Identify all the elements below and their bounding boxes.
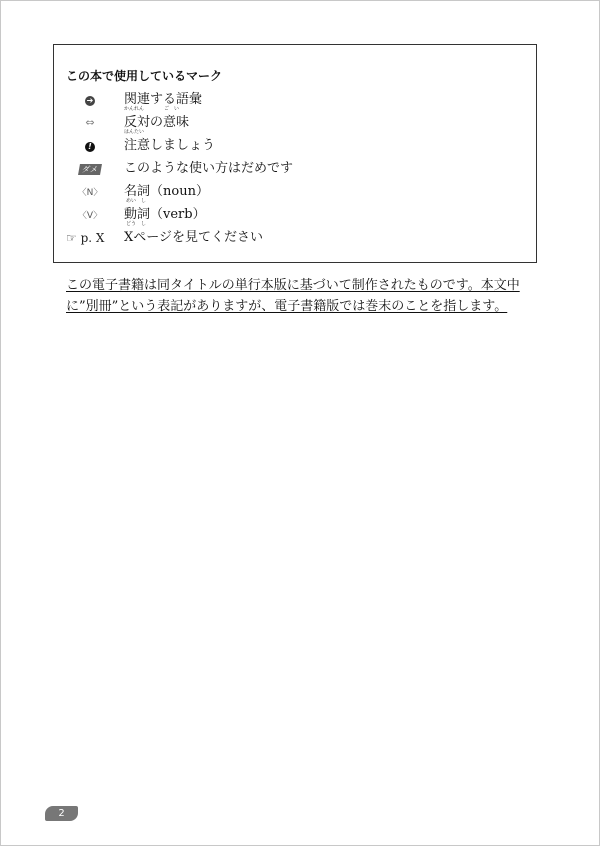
note-line-2: に”別冊”という表記がありますが、電子書籍版では巻末のことを指します。	[66, 299, 508, 314]
legend-item-label: このような使い方はだめです	[124, 161, 294, 176]
page-number-badge: 2	[45, 806, 78, 821]
dame-badge-icon: ダメ	[60, 161, 120, 177]
ruby-reading: はんたい	[124, 129, 145, 135]
legend-item-noun	[54, 184, 536, 206]
ruby-reading: かんれん ご い	[124, 106, 180, 112]
legend-item-see-page	[54, 230, 536, 252]
opposite-arrows-icon: ⇔	[85, 116, 95, 129]
legend-item-opposite-meaning	[54, 115, 536, 137]
ruby-reading: めい し	[126, 198, 147, 204]
legend-item-label: 関連する語彙	[124, 92, 203, 107]
note-line-1: この電子書籍は同タイトルの単行本版に基づいて制作されたものです。本文中	[66, 278, 520, 293]
legend-item-label: 動詞（verb）	[124, 207, 206, 222]
verb-mark: 〈V〉	[77, 211, 103, 221]
legend-item-label: 注意しましょう	[124, 138, 216, 153]
legend-item-wrong-usage	[54, 161, 536, 183]
ruby-reading: どう し	[126, 221, 147, 227]
noun-mark: 〈N〉	[77, 188, 103, 198]
legend-item-related-vocabulary	[54, 92, 536, 114]
legend-title: この本で使用しているマーク	[66, 69, 223, 83]
legend-item-verb	[54, 207, 536, 229]
legend-item-caution	[54, 138, 536, 160]
ebook-note	[66, 275, 536, 317]
legend-item-label: 名詞（noun）	[124, 184, 209, 199]
pointing-hand-icon: ☞ p. X	[66, 231, 105, 245]
legend-item-label: Xページを見てください	[124, 230, 263, 245]
legend-item-label: 反対の意味	[124, 115, 190, 130]
related-arrow-icon: ➔	[86, 96, 94, 105]
exclamation-icon: !	[60, 138, 120, 154]
marks-legend-box	[53, 44, 537, 263]
